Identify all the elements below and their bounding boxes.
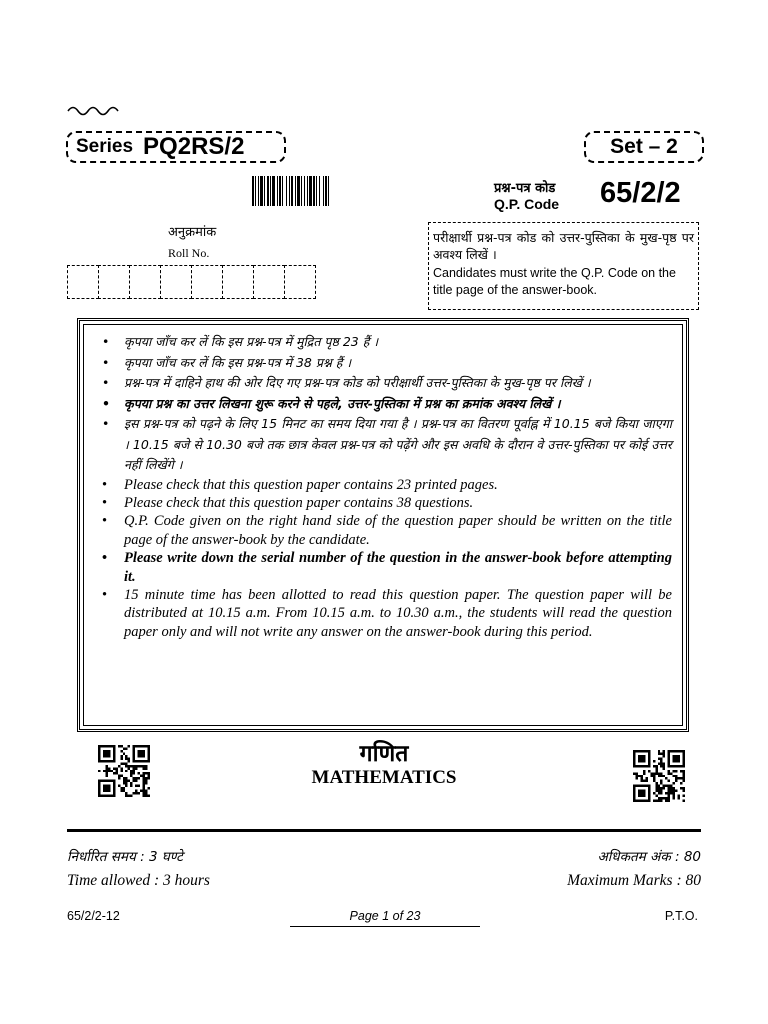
time-allowed-hindi: निर्धारित समय : 3 घण्टे <box>67 849 183 865</box>
instruction-hindi-2: • कृपया जाँच कर लें कि इस प्रश्न-पत्र में 38 प्रश्न हैं । <box>100 353 672 374</box>
series-label: Series <box>76 136 134 157</box>
qp-code-note-english: Candidates must write the Q.P. Code on the title page of the answer-book. <box>433 266 676 297</box>
roll-number-box[interactable] <box>253 265 285 299</box>
subject-title-hindi: गणित <box>359 741 409 767</box>
instruction-english-1: • Please check that this question paper contains 23 printed pages. <box>100 476 672 494</box>
subject-title-english: MATHEMATICS <box>311 767 457 788</box>
instructions-box <box>77 318 689 732</box>
roll-number-box[interactable] <box>222 265 254 299</box>
roll-number-label-english: Roll No. <box>168 246 210 260</box>
qp-code-label-english: Q.P. Code <box>494 196 560 212</box>
series-box <box>66 131 286 163</box>
qp-code-note-hindi: परीक्षार्थी प्रश्न-पत्र कोड को उत्तर-पुस्तिका के मुख-पृष्ठ पर अवश्य लिखें । <box>433 230 694 262</box>
footer-paper-code: 65/2/2-12 <box>67 909 120 923</box>
roll-number-label-hindi: अनुक्रमांक <box>168 225 217 240</box>
set-label: Set – 2 <box>610 135 678 158</box>
instruction-hindi-1: • कृपया जाँच कर लें कि इस प्रश्न-पत्र में मुद्रित पृष्ठ 23 हैं । <box>100 332 672 353</box>
roll-number-box[interactable] <box>284 265 316 299</box>
qp-code-label-hindi: प्रश्न-पत्र कोड <box>494 181 556 196</box>
instructions-list <box>100 332 672 641</box>
footer-page-number: Page 1 of 23 <box>290 909 480 927</box>
barcode <box>252 176 380 206</box>
swoosh-mark <box>66 103 126 117</box>
divider <box>67 829 701 832</box>
qp-code-note-box <box>428 222 699 310</box>
instruction-english-4: • Please write down the serial number of the question in the answer-book before attempting it. <box>100 549 672 586</box>
roll-number-box[interactable] <box>129 265 161 299</box>
instruction-english-5: • 15 minute time has been allotted to read this question paper. The question paper will be distributed at 10.15 a.m. From 10.15 a.m. to 10.30 a.m., the students will read the question paper only and will not write any answer on the answer-book during this period. <box>100 586 672 641</box>
roll-number-box[interactable] <box>98 265 130 299</box>
maximum-marks-hindi: अधिकतम अंक : 80 <box>597 849 701 865</box>
set-box <box>584 131 704 163</box>
roll-number-box[interactable] <box>67 265 99 299</box>
instruction-english-2: • Please check that this question paper contains 38 questions. <box>100 494 672 512</box>
roll-number-box[interactable] <box>191 265 223 299</box>
roll-number-box[interactable] <box>160 265 192 299</box>
instruction-hindi-3: • प्रश्न-पत्र में दाहिने हाथ की ओर दिए गए प्रश्न-पत्र कोड को परीक्षार्थी उत्तर-पुस्तिका के मुख-पृष्ठ पर लिखें । <box>100 373 672 394</box>
qp-code: 65/2/2 <box>600 177 681 209</box>
instruction-english-3: • Q.P. Code given on the right hand side of the question paper should be written on the title page of the answer-book by the candidate. <box>100 512 672 549</box>
time-allowed-english: Time allowed : 3 hours <box>67 872 210 889</box>
instruction-hindi-4: • कृपया प्रश्न का उत्तर लिखना शुरू करने से पहले, उत्तर-पुस्तिका में प्रश्न का क्रमांक अवश्य लिखें । <box>100 394 672 415</box>
maximum-marks-english: Maximum Marks : 80 <box>567 872 701 889</box>
instructions-inner <box>83 324 683 726</box>
series-code: PQ2RS/2 <box>143 133 245 160</box>
roll-number-boxes <box>67 265 315 299</box>
instruction-hindi-5: • इस प्रश्न-पत्र को पढ़ने के लिए 15 मिनट का समय दिया गया है । प्रश्न-पत्र का वितरण पूर्वाह्न में 10.15 बजे किया जाएगा । 10.15 बजे से 10.30 बजे तक छात्र केवल प्रश्न-पत्र को पढ़ेंगे और इस अवधि के दौरान वे उत्तर-पुस्तिका पर कोई उत्तर नहीं लिखेंगे । <box>100 414 672 476</box>
footer-pto: P.T.O. <box>664 909 698 923</box>
